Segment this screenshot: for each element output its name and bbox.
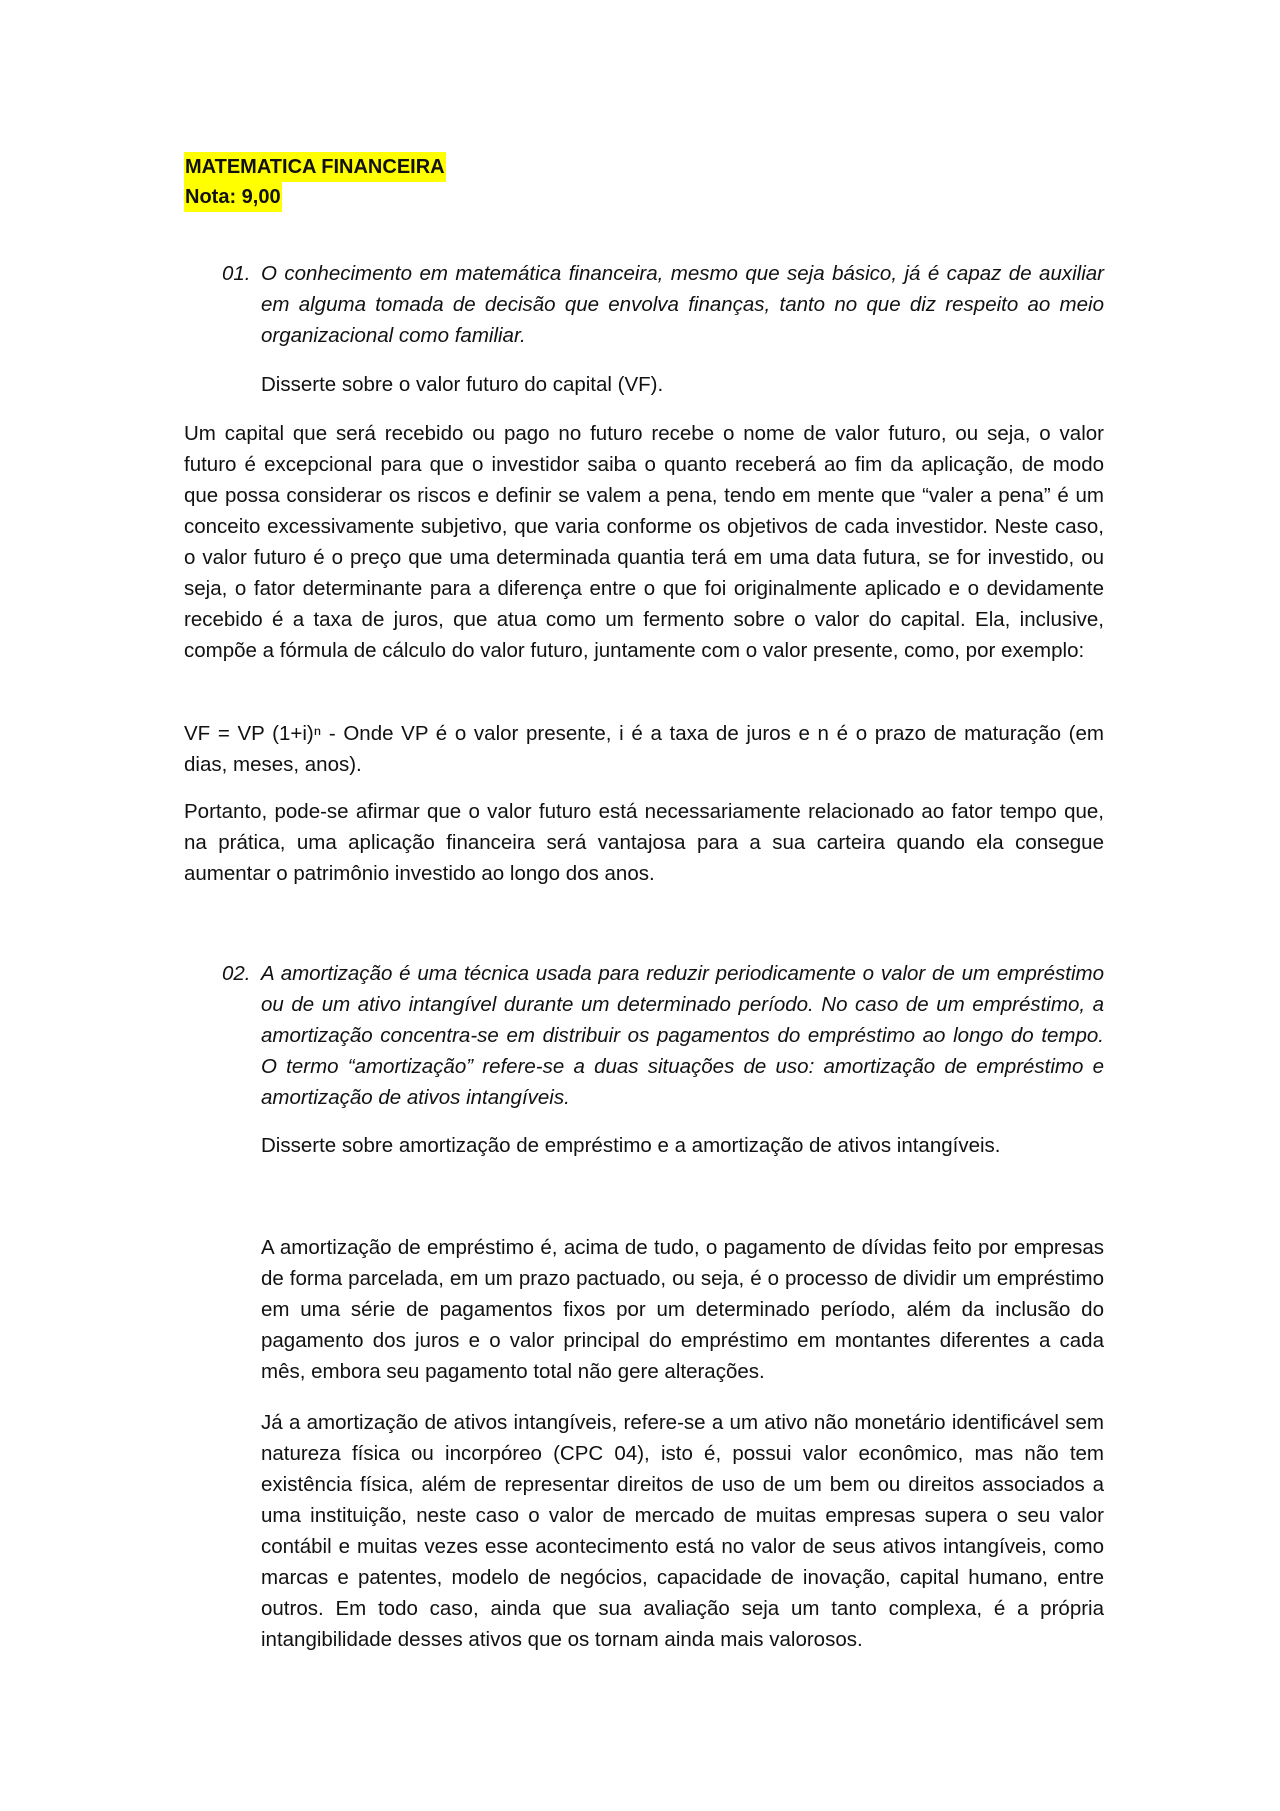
answer-1-paragraph-1: Um capital que será recebido ou pago no futuro recebe o nome de valor futuro, ou seja, o valor futuro é excepcional para que o investidor saiba o quanto receberá ao fim da aplicação, de modo que possa considerar os riscos e definir se valem a pena, tendo em mente que “valer a pena” é um conceito excessivamente subjetivo, que varia conforme os objetivos de cada investidor. Neste caso, o valor futuro é o preço que uma determinada quantia terá em uma data futura, se for investido, ou seja, o fator determinante para a diferença entre o que foi originalmente aplicado e o devidamente recebido é a taxa de juros, que atua como um fermento sobre o valor do capital. Ela, inclusive, compõe a fórmula de cálculo do valor futuro, juntamente com o valor presente, como, por exemplo: <box>184 422 1104 662</box>
document-header <box>184 152 446 212</box>
question-2-prompt: Disserte sobre amortização de empréstimo e a amortização de ativos intangíveis. <box>261 1134 1001 1157</box>
question-2 <box>220 958 1104 1113</box>
question-1 <box>220 258 1104 351</box>
grade-label: Nota: 9,00 <box>184 182 282 212</box>
answer-1-paragraph-3: Portanto, pode-se afirmar que o valor futuro está necessariamente relacionado ao fator tempo que, na prática, uma aplicação financeira será vantajosa para a sua carteira quando ela consegue aumentar o patrimônio investido ao longo dos anos. <box>184 800 1104 885</box>
document-title: MATEMATICA FINANCEIRA <box>184 152 446 182</box>
question-1-number: 01. <box>222 262 251 285</box>
question-2-number: 02. <box>222 962 251 985</box>
question-1-text: O conhecimento em matemática financeira, mesmo que seja básico, já é capaz de auxiliar em alguma tomada de decisão que envolva finanças, tanto no que diz respeito ao meio organizacional como familiar. <box>261 262 1104 347</box>
question-2-text: A amortização é uma técnica usada para reduzir periodicamente o valor de um empréstimo ou de um ativo intangível durante um determinado período. No caso de um empréstimo, a amortização concentra-se em distribuir os pagamentos do empréstimo ao longo do tempo. O termo “amortização” refere-se a duas situações de uso: amortização de empréstimo e amortização de ativos intangíveis. <box>261 962 1104 1109</box>
answer-1-formula: VF = VP (1+i)ⁿ - Onde VP é o valor presente, i é a taxa de juros e n é o prazo de maturação (em dias, meses, anos). <box>184 722 1104 776</box>
answer-2-paragraph-1: A amortização de empréstimo é, acima de tudo, o pagamento de dívidas feito por empresas de forma parcelada, em um prazo pactuado, ou seja, é o processo de dividir um empréstimo em uma série de pagamentos fixos por um determinado período, além da inclusão do pagamento dos juros e o valor principal do empréstimo em montantes diferentes a cada mês, embora seu pagamento total não gere alterações. <box>261 1236 1104 1383</box>
question-1-prompt: Disserte sobre o valor futuro do capital (VF). <box>261 373 664 396</box>
answer-2-paragraph-2: Já a amortização de ativos intangíveis, refere-se a um ativo não monetário identificável sem natureza física ou incorpóreo (CPC 04), isto é, possui valor econômico, mas não tem existência física, além de representar direitos de uso de um bem ou direitos associados a uma instituição, neste caso o valor de mercado de muitas empresas supera o seu valor contábil e muitas vezes esse acontecimento está no valor de seus ativos intangíveis, como marcas e patentes, modelo de negócios, capacidade de inovação, capital humano, entre outros. Em todo caso, ainda que sua avaliação seja um tanto complexa, é a própria intangibilidade desses ativos que os tornam ainda mais valorosos. <box>261 1411 1104 1651</box>
